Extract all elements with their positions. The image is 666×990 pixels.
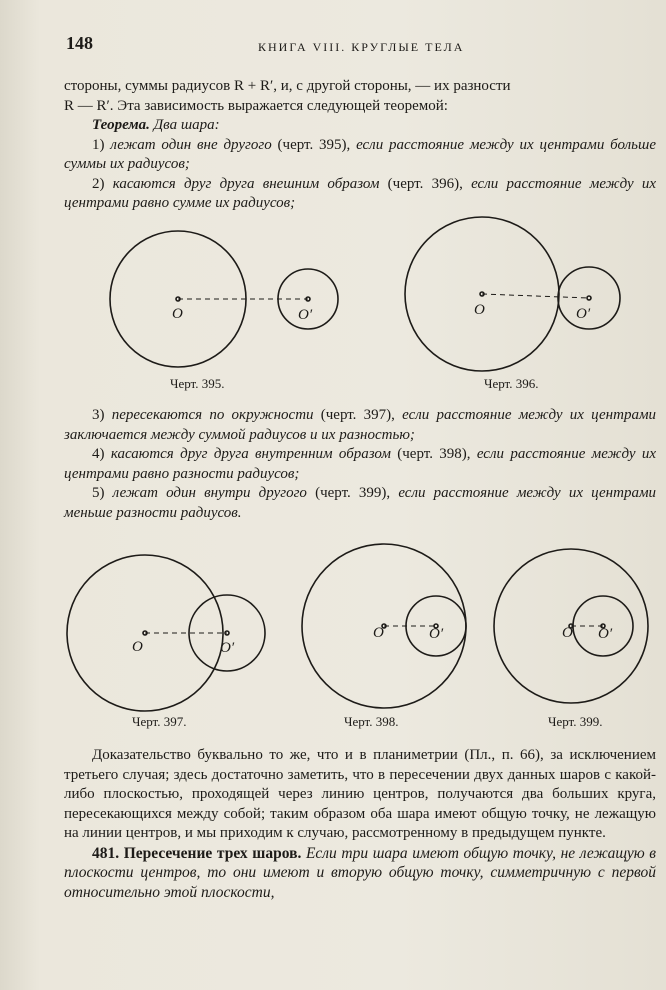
case-number: 3) (92, 407, 112, 423)
figure-396 (405, 217, 620, 371)
center-label: O′ (298, 307, 313, 323)
section-statement: Если три шара имеют общую точку, не лежащую в плоскости центров, то они имеют и вторую общую точку, симметричную с первой относительно этой плоскости, (64, 844, 656, 901)
case-condition: если расстояние между их центрами меньше разности радиусов. (64, 485, 657, 521)
case-statement: касаются друг друга внешним образом (112, 175, 380, 192)
center-label: O′ (576, 306, 591, 322)
caption-395: Черт. 395. (170, 376, 225, 391)
caption-399: Черт. 399. (548, 714, 603, 729)
center-label: O (474, 302, 485, 318)
case-number: 1) (92, 136, 111, 153)
center-label: O (132, 639, 143, 655)
figure-ref: (черт. 398), (390, 446, 477, 462)
case-condition: если расстояние между их центрами равно сумме их радиусов; (64, 175, 657, 211)
case-number: 2) (92, 175, 113, 192)
section-title: Пересечение трех шаров. (119, 844, 302, 862)
figure-ref: (черт. 395), (271, 136, 357, 153)
caption-398: Черт. 398. (344, 714, 399, 729)
running-title: КНИГА VIII. КРУГЛЫЕ ТЕЛА (258, 40, 465, 54)
case-condition: если расстояние между их центрами равно разности радиусов; (64, 446, 657, 482)
center-point (587, 296, 591, 300)
center-label: O′ (598, 626, 613, 642)
case-statement: лежат один вне другого (110, 136, 272, 153)
figure-ref: (черт. 399), (306, 485, 399, 501)
caption-397: Черт. 397. (132, 714, 187, 729)
theorem-label: Теорема. (92, 117, 150, 133)
text-line: стороны, суммы радиусов R + R′, и, с другой стороны, — их разности (64, 78, 511, 94)
page-number: 148 (66, 33, 93, 53)
center-label: O′ (429, 626, 444, 642)
case-statement: лежат один внутри другого (112, 485, 307, 501)
center-label: O (373, 625, 384, 641)
case-statement: касаются друг друга внутренним образом (110, 446, 391, 462)
caption-396: Черт. 396. (484, 376, 539, 391)
section-number: 481. (92, 844, 120, 862)
figure-395 (110, 231, 338, 367)
case-condition: если расстояние между их центрами заключается между суммой радиусов и их разностью; (64, 407, 657, 443)
center-line (482, 294, 589, 298)
case-condition: если расстояние между их центрами больше суммы их радиусов; (64, 136, 656, 172)
case-number: 5) (92, 485, 113, 501)
theorem-rest: Два шара: (149, 117, 220, 133)
center-label: O (562, 625, 573, 641)
text-line: R — R′. Эта зависимость выражается следующей теоремой: (64, 97, 448, 114)
figure-ref: (черт. 396), (379, 175, 472, 192)
figure-ref: (черт. 397), (313, 407, 403, 423)
proof-paragraph: Доказательство буквально то же, что и в планиметрии (Пл., п. 66), за исключением третьего случая; здесь достаточно заметить, что в пересечении двух данных шаров с какой-либо плоскостью, проходящей через линию центров, получаются два больших круга, пересекающихся между собой; таким образом оба шара имеют общую точку, не лежащую на линии центров, и мы приходим к случаю, рассмотренному в предыдущем пункте. (64, 747, 656, 841)
case-statement: пересекаются по окружности (111, 407, 314, 423)
center-label: O′ (220, 640, 235, 656)
center-label: O (172, 306, 183, 322)
figure-397 (67, 555, 265, 711)
case-number: 4) (92, 446, 111, 462)
